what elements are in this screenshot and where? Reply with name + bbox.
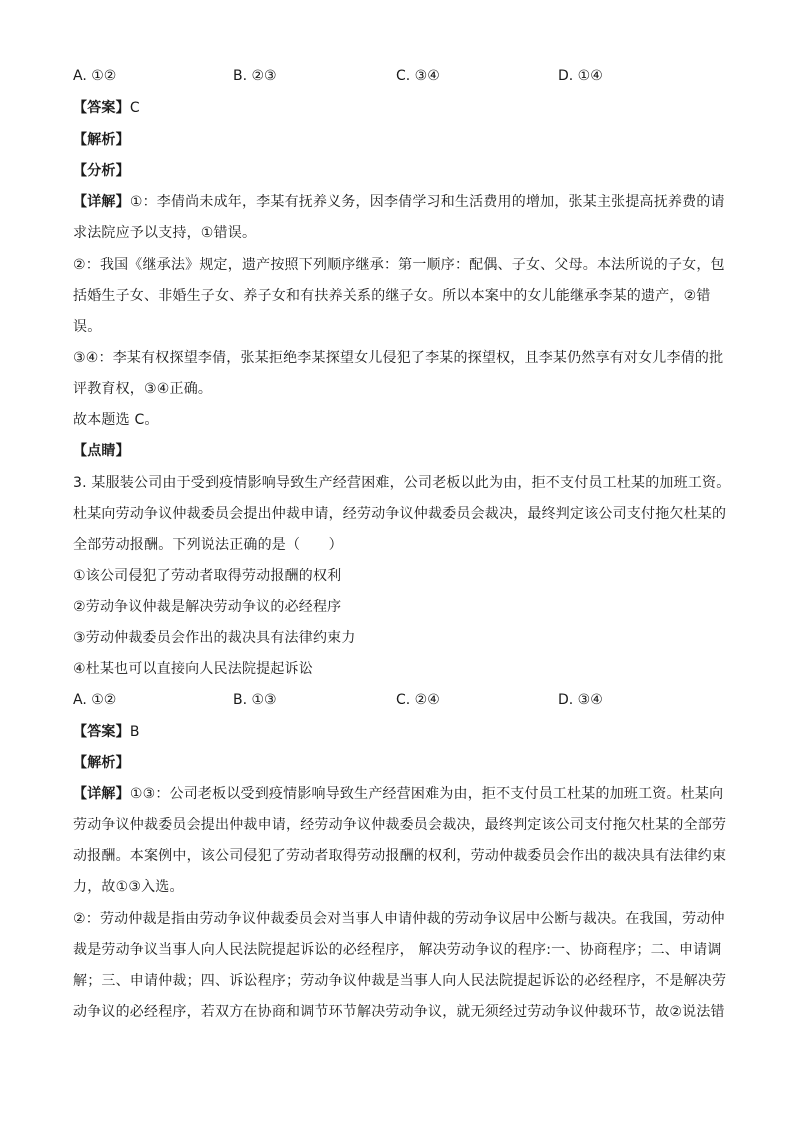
section-tag: 【答案】 [73, 100, 130, 116]
q3-detail-line: 【详解】①③：公司老板以受到疫情影响导致生产经营困难为由，拒不支付员工杜某的加班工资。杜某向 [73, 786, 724, 802]
q3-option-d: D. ③④ [558, 692, 603, 708]
q2-dianjing-heading [73, 442, 130, 460]
section-tag: 【答案】 [73, 724, 130, 740]
section-tag: 【解析】 [73, 132, 130, 148]
q2-detail-line: 误。 [73, 319, 102, 335]
q3-option-b: B. ①③ [233, 692, 277, 708]
q3-detail-line: 劳动争议仲裁委员会提出仲裁申请，经劳动争议仲裁委员会裁决，最终判定该公司支付拖欠杜某的全部劳 [73, 817, 727, 833]
section-tag: 【点睛】 [73, 443, 130, 459]
q2-option-d: D. ①④ [558, 68, 603, 84]
section-tag: 【详解】 [73, 786, 130, 802]
q2-detail-line: ②：我国《继承法》规定，遗产按照下列顺序继承：第一顺序：配偶、子女、父母。本法所说的子女，包 [73, 257, 725, 273]
q2-option-b: B. ②③ [233, 68, 277, 84]
q3-detail-line: 动争议的必经程序，若双方在协商和调节环节解决劳动争议，就无须经过劳动争议仲裁环节，故②说法错 [73, 1004, 725, 1020]
section-tag: 【解析】 [73, 755, 130, 771]
q3-detail-line: 力，故①③入选。 [73, 879, 184, 895]
q2-detail-line: ③④：李某有权探望李倩，张某拒绝李某探望女儿侵犯了李某的探望权，且李某仍然享有对女儿李倩的批 [73, 350, 724, 366]
q2-detail-line: 求法院应予以支持，①错误。 [73, 225, 257, 241]
q3-option-c: C. ②④ [396, 692, 440, 708]
q2-option-c: C. ③④ [396, 68, 440, 84]
q3-answer: 【答案】B [73, 724, 140, 740]
section-tag: 【分析】 [73, 163, 130, 179]
q3-detail-line: ②：劳动仲裁是指由劳动争议仲裁委员会对当事人申请仲裁的劳动争议居中公断与裁决。在我国，劳动仲 [73, 911, 725, 927]
q3-stem-line: 3. 某服装公司由于受到疫情影响导致生产经营困难，公司老板以此为由，拒不支付员工杜某的加班工资。 [73, 475, 731, 491]
q2-detail-line: 括婚生子女、非婚生子女、养子女和有扶养关系的继子女。所以本案中的女儿能继承李某的遗产，②错 [73, 288, 711, 304]
q3-detail-line: 裁是劳动争议当事人向人民法院提起诉讼的必经程序， 解决劳动争议的程序:一、协商程序；二、申请调 [73, 942, 722, 958]
q3-analysis-heading [73, 754, 130, 772]
q3-statement: ③劳动仲裁委员会作出的裁决具有法律约束力 [73, 630, 356, 646]
q3-option-a: A. ①② [73, 692, 117, 708]
q3-statement: ②劳动争议仲裁是解决劳动争议的必经程序 [73, 599, 342, 615]
q2-analysis-heading [73, 131, 130, 149]
q2-detail-line: 评教育权，③④正确。 [73, 381, 213, 397]
q3-stem-line: 杜某向劳动争议仲裁委员会提出仲裁申请，经劳动争议仲裁委员会裁决，最终判定该公司支付拖欠杜某的 [73, 506, 727, 522]
section-tag: 【详解】 [73, 194, 130, 210]
q2-option-a: A. ①② [73, 68, 117, 84]
q2-conclusion: 故本题选 C。 [73, 412, 159, 428]
q3-statement: ④杜某也可以直接向人民法院提起诉讼 [73, 661, 313, 677]
q2-answer: 【答案】C [73, 100, 140, 116]
q3-detail-line: 动报酬。本案例中，该公司侵犯了劳动者取得劳动报酬的权利，劳动仲裁委员会作出的裁决具有法律约束 [73, 848, 727, 864]
q3-stem-line: 全部劳动报酬。下列说法正确的是（ ） [73, 537, 343, 553]
q3-statement: ①该公司侵犯了劳动者取得劳动报酬的权利 [73, 568, 342, 584]
q2-fenxi-heading [73, 162, 130, 180]
q2-detail-line: 【详解】①：李倩尚未成年，李某有抚养义务，因李倩学习和生活费用的增加，张某主张提高抚养费的请 [73, 194, 725, 210]
q3-detail-line: 解；三、申请仲裁；四、诉讼程序；劳动争议仲裁是当事人向人民法院提起诉讼的必经程序，不是解决劳 [73, 973, 727, 989]
